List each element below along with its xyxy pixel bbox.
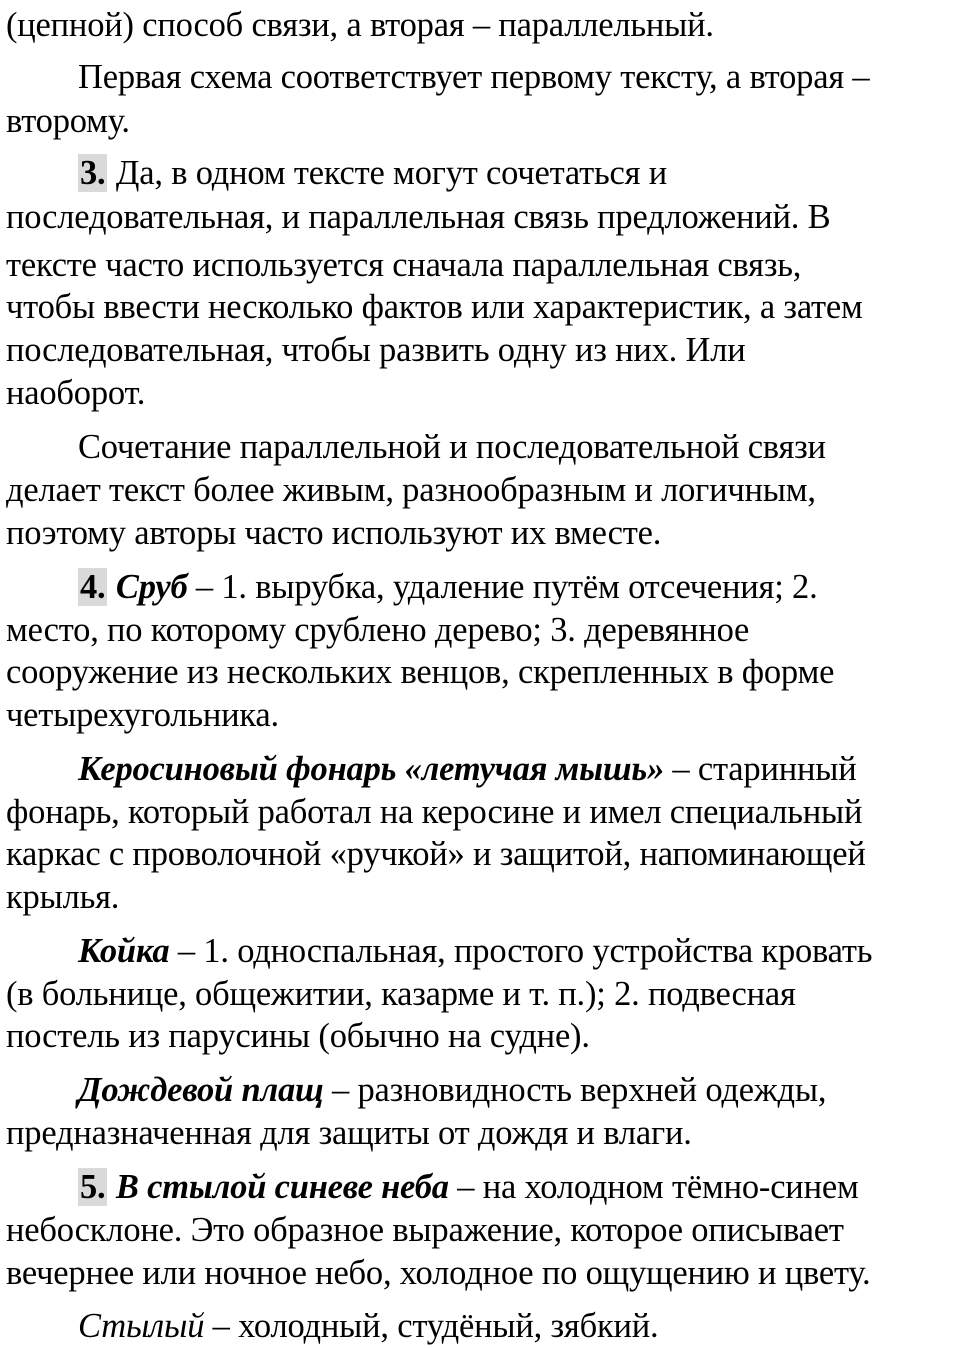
text-line <box>6 1213 844 1248</box>
text-line <box>6 880 119 915</box>
text-line <box>6 795 862 830</box>
line-text: – 1. вырубка, удаление путём отсечения; 2. <box>187 568 818 606</box>
line-text: постель из парусины (обычно на судне). <box>6 1017 590 1055</box>
line-text: тексте часто используется сначала параллельная связь, <box>6 246 802 284</box>
text-line <box>6 248 801 283</box>
text-line <box>6 8 714 43</box>
line-text: наоборот. <box>6 374 146 412</box>
text-line <box>78 430 826 465</box>
text-line <box>6 333 746 368</box>
text-line <box>6 613 749 648</box>
term: Сруб <box>115 568 188 606</box>
text-line <box>78 60 869 95</box>
text-line <box>78 934 872 969</box>
line-text: фонарь, который работал на керосине и имел специальный <box>6 793 863 831</box>
line-text: – разновидность верхней одежды, <box>323 1071 827 1109</box>
line-text: Да, в одном тексте могут сочетаться и <box>107 154 667 192</box>
text-line <box>6 376 145 411</box>
text-line <box>78 1073 826 1108</box>
text-line <box>6 1019 590 1054</box>
text-line <box>6 655 834 690</box>
line-text: последовательная, и параллельная связь предложений. В <box>6 198 831 236</box>
text-line <box>6 977 796 1012</box>
line-text: крылья. <box>6 878 120 916</box>
line-text: делает текст более живым, разнообразным и логичным, <box>6 471 816 509</box>
line-text: небосклоне. Это образное выражение, которое описывает <box>6 1211 844 1249</box>
line-text: – 1. односпальная, простого устройства кровать <box>169 932 873 970</box>
line-text: Сочетание параллельной и последовательной связи <box>78 428 826 466</box>
item-number: 5. <box>80 1168 106 1206</box>
term: Стылый <box>78 1307 205 1345</box>
line-text: предназначенная для защиты от дождя и влаги. <box>6 1114 692 1152</box>
item-number: 3. <box>80 154 106 192</box>
text-line <box>6 1116 692 1151</box>
text-line <box>6 473 816 508</box>
line-text: вечернее или ночное небо, холодное по ощущению и цвету. <box>6 1254 871 1292</box>
text-line <box>78 570 818 605</box>
term: Керосиновый фонарь «летучая мышь» <box>78 750 664 788</box>
text-line <box>78 1170 859 1205</box>
line-text: поэтому авторы часто используют их вместе. <box>6 514 662 552</box>
text-line <box>6 290 863 325</box>
line-text: каркас с проволочной «ручкой» и защитой, напоминающей <box>6 835 866 873</box>
text-line <box>6 104 130 139</box>
line-text: (цепной) способ связи, а вторая – параллельный. <box>6 6 714 44</box>
text-line <box>78 156 667 191</box>
text-line <box>6 516 661 551</box>
line-text: (в больнице, общежитии, казарме и т. п.); 2. подвесная <box>6 975 796 1013</box>
term: Дождевой плащ <box>78 1071 324 1109</box>
term: В стылой синеве неба <box>115 1168 449 1206</box>
line-text: – старинный <box>664 750 857 788</box>
line-text: – на холодном тёмно-синем <box>448 1168 859 1206</box>
item-number: 4. <box>80 568 106 606</box>
line-text: четырехугольника. <box>6 696 279 734</box>
line-text: второму. <box>6 102 130 140</box>
text-line <box>6 200 830 235</box>
line-text: Первая схема соответствует первому тексту, а вторая – <box>78 58 870 96</box>
line-text: чтобы ввести несколько фактов или характеристик, а затем <box>6 288 863 326</box>
text-line <box>6 698 279 733</box>
term: Койка <box>78 932 170 970</box>
line-text: – холодный, студёный, зябкий. <box>204 1307 659 1345</box>
line-text: сооружение из нескольких венцов, скрепленных в форме <box>6 653 835 691</box>
text-line <box>6 837 866 872</box>
text-line <box>6 1256 870 1291</box>
text-line <box>78 752 857 787</box>
line-text: последовательная, чтобы развить одну из них. Или <box>6 331 746 369</box>
line-text: место, по которому срублено дерево; 3. деревянное <box>6 611 750 649</box>
text-line <box>78 1309 658 1344</box>
